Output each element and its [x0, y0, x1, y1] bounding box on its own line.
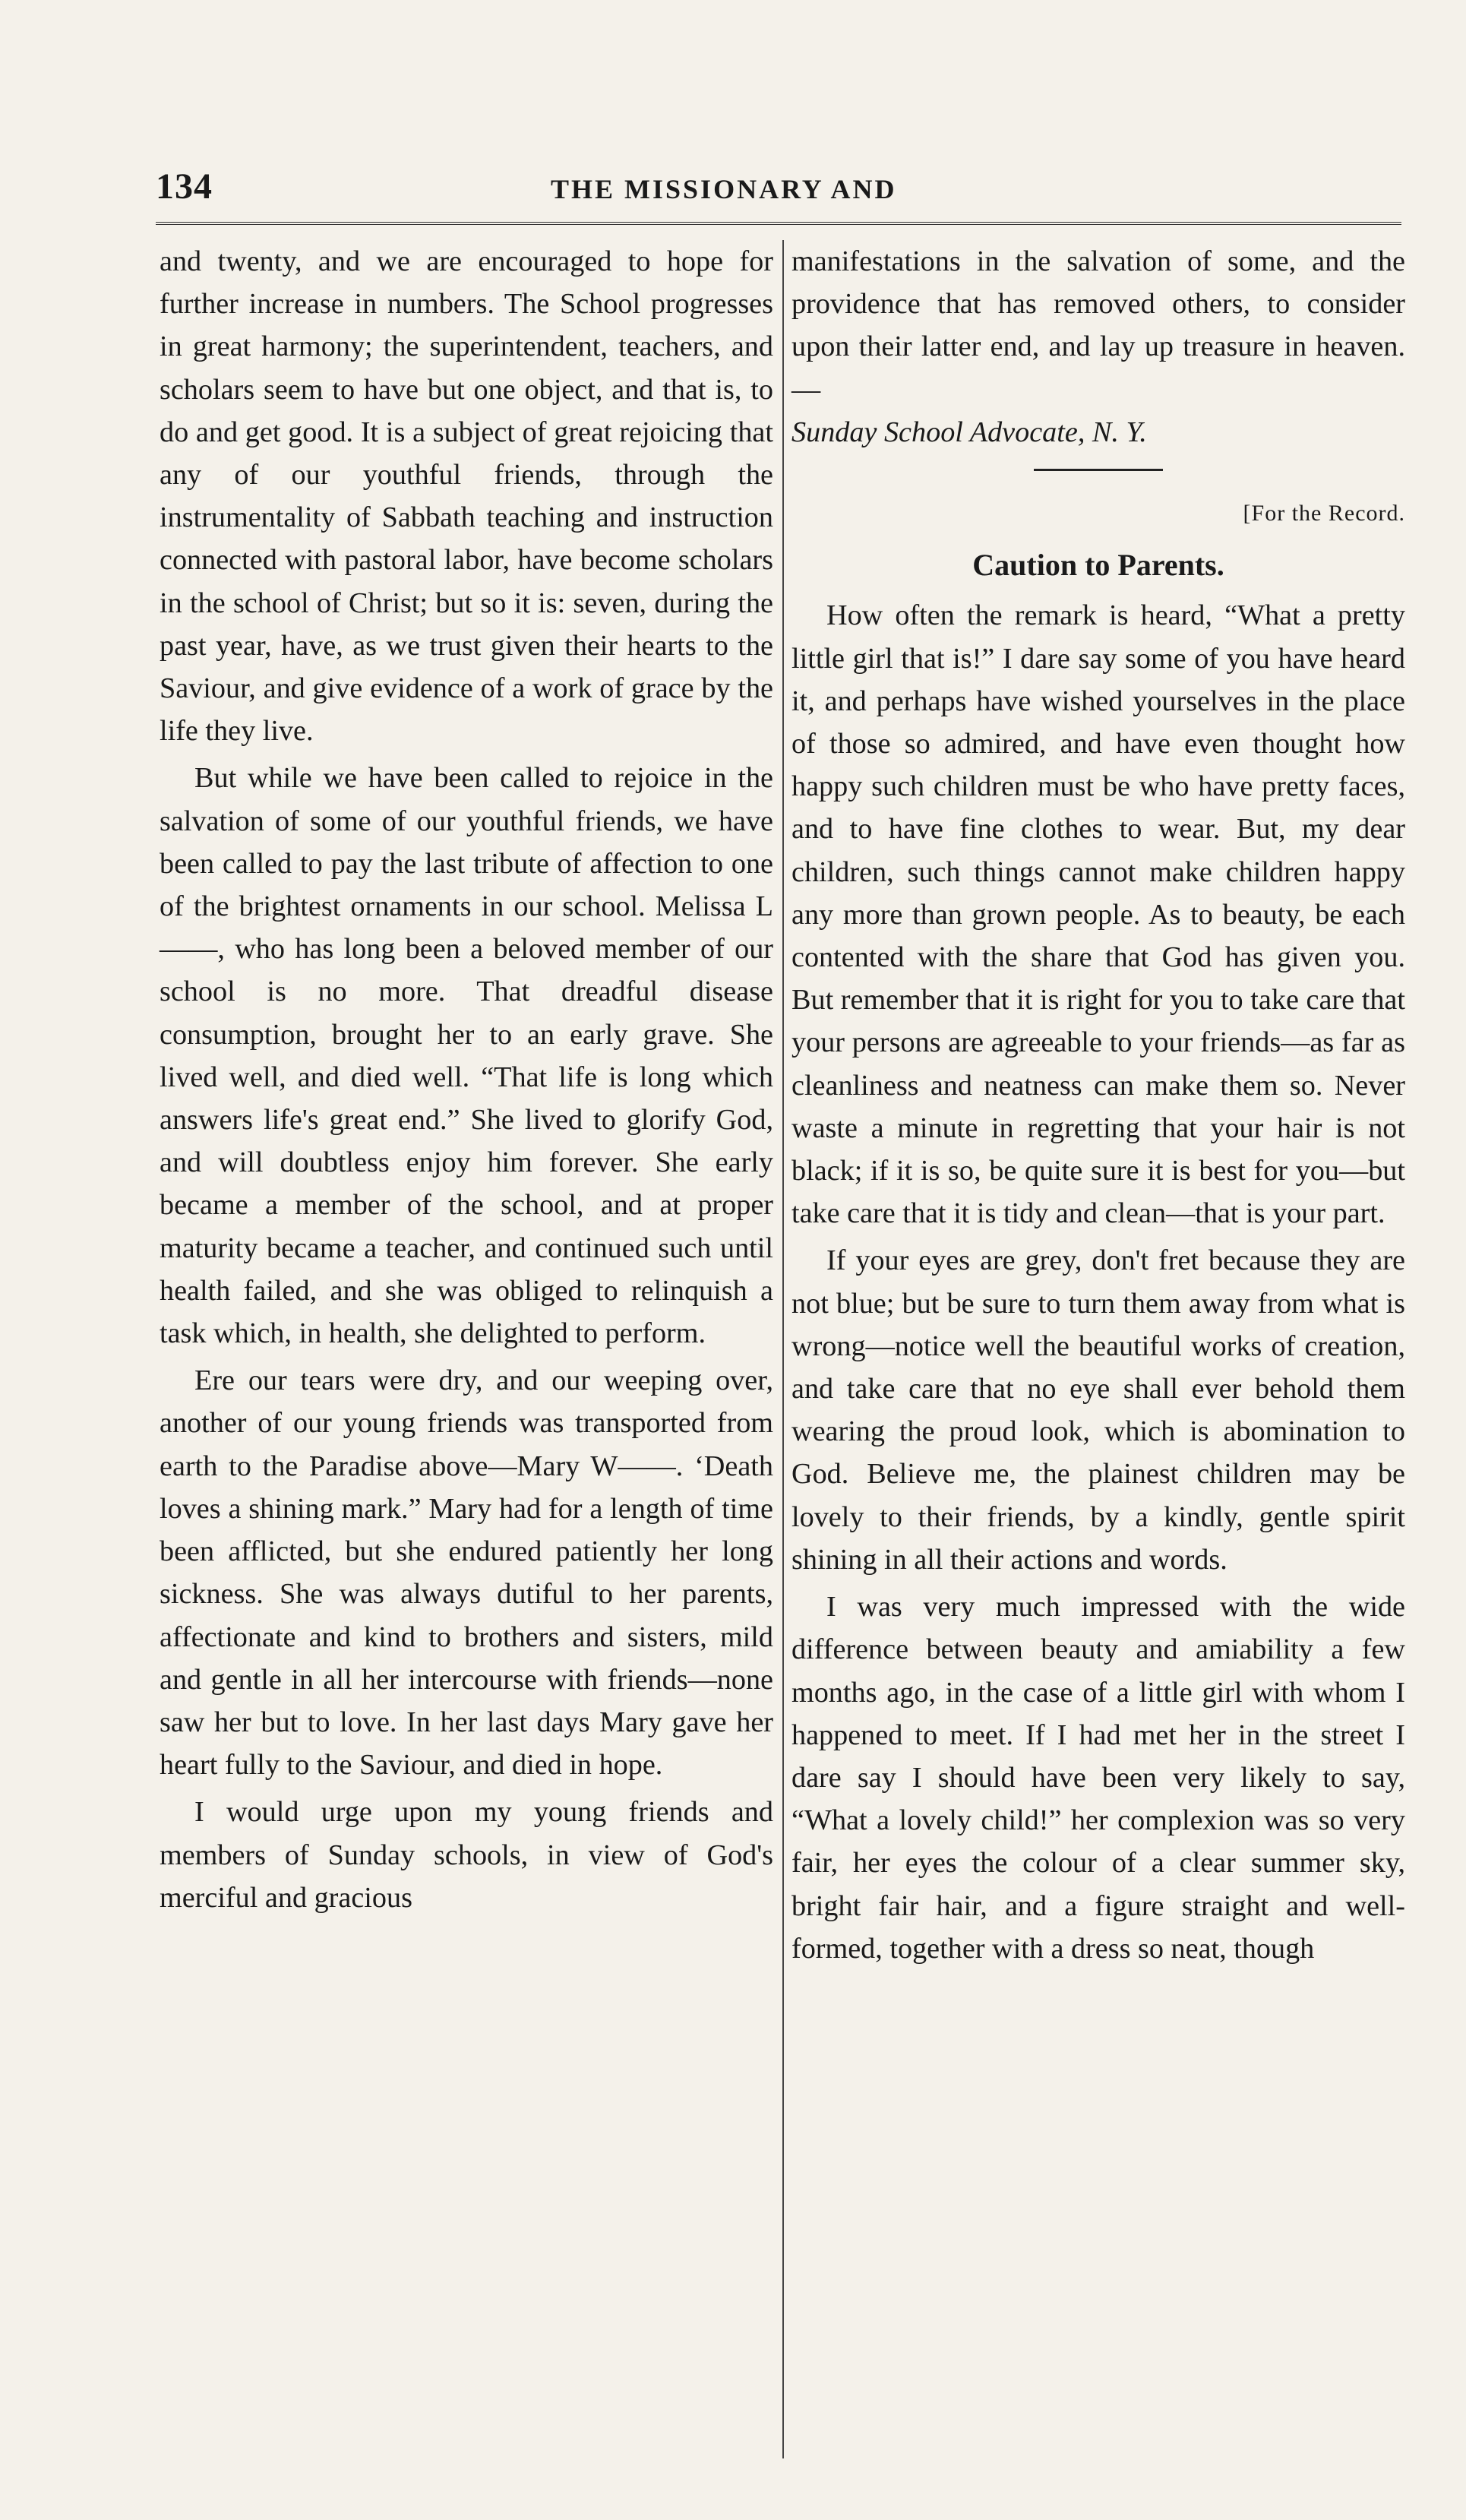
article-title: Caution to Parents. — [972, 548, 1224, 583]
attribution: [For the Record. — [1243, 501, 1405, 526]
column-divider — [782, 240, 784, 2458]
source-signature: Sunday School Advocate, N. Y. — [791, 416, 1147, 448]
page-header — [156, 166, 1401, 211]
paragraph: I would urge upon my young friends and members of Sunday schools, in view of God's merciful and gracious — [160, 1796, 773, 1914]
continuation-text: manifestations in the salvation of some, and the providence that has removed others, to consider upon their latter end, and lay up treasure in heaven.— — [791, 245, 1405, 406]
paragraph: But while we have been called to rejoice in the salvation of some of our youthful friends, we have been called to pay the last tribute of affection to one of the brightest ornaments in our school. Melissa L——, who has long been a beloved member of our school is no more. That dreadful disease consumption, brought her to an early grave. She lived well, and died well. “That life is long which answers life's great end.” She lived to glorify God, and will doubtless enjoy him forever. She early became a member of the school, and at proper maturity became a teacher, and continued such until health failed, and she was obliged to relinquish a task which, in health, she delighted to perform. — [160, 762, 773, 1350]
paragraph: and twenty, and we are encouraged to hope for further increase in numbers. The School progresses in great harmony; the superintendent, teachers, and scholars seem to have but one object, and that is, to do and get good. It is a subject of great rejoicing that any of our youthful friends, through the instrumentality of Sabbath teaching and instruction connected with pastoral labor, have become scholars in the school of Christ; but so it is: seven, during the past year, have, as we trust given their hearts to the Saviour, and give evidence of a work of grace by the life they live. — [160, 245, 773, 748]
paragraph: If your eyes are grey, don't fret because they are not blue; but be sure to turn them away from what is wrong—notice well the beautiful works of creation, and take care that no eye shall ever behold them wearing the proud look, which is abomination to God. Believe me, the plainest children may be lovely to their friends, by a kindly, gentle spirit shining in all their actions and words. — [791, 1244, 1405, 1576]
paragraph: How often the remark is heard, “What a pretty little girl that is!” I dare say some of you have heard it, and perhaps have wished yourselves in the place of those so admired, and have even thought how happy such children must be who have pretty faces, and to have fine clothes to wear. But, my dear children, such things cannot make children happy any more than grown people. As to beauty, be each contented with the share that God has given you. But remember that it is right for you to take care that your persons are agreeable to your friends—as far as cleanliness and neatness can make them so. Never waste a minute in regretting that your hair is not black; if it is so, be quite sure it is best for you—but take care that it is tidy and clean—that is your part. — [791, 599, 1405, 1230]
right-column — [791, 240, 1405, 2458]
continuation-paragraph — [791, 240, 1405, 454]
page-number: 134 — [156, 166, 213, 207]
paragraph: I was very much impressed with the wide difference between beauty and amiability a few months ago, in the case of a little girl with whom I happened to meet. If I had met her in the street I dare say I should have been very likely to say, “What a lovely child!” her complexion was so very fair, her eyes the colour of a clear summer sky, bright fair hair, and a figure straight and well-formed, together with a dress so neat, though — [791, 1591, 1405, 1965]
section-divider — [1034, 469, 1163, 471]
left-column — [160, 240, 773, 2458]
paragraph: Ere our tears were dry, and our weeping over, another of our young friends was transported from earth to the Paradise above—Mary W——. ‘Death loves a shining mark.” Mary had for a length of time been afflicted, but she endured patiently her long sickness. She was always dutiful to her parents, affectionate and kind to brothers and sisters, mild and gentle in all her intercourse with friends—none saw her but to love. In her last days Mary gave her heart fully to the Saviour, and died in hope. — [160, 1364, 773, 1782]
header-rule — [156, 222, 1401, 225]
running-head: THE MISSIONARY AND — [551, 174, 897, 204]
